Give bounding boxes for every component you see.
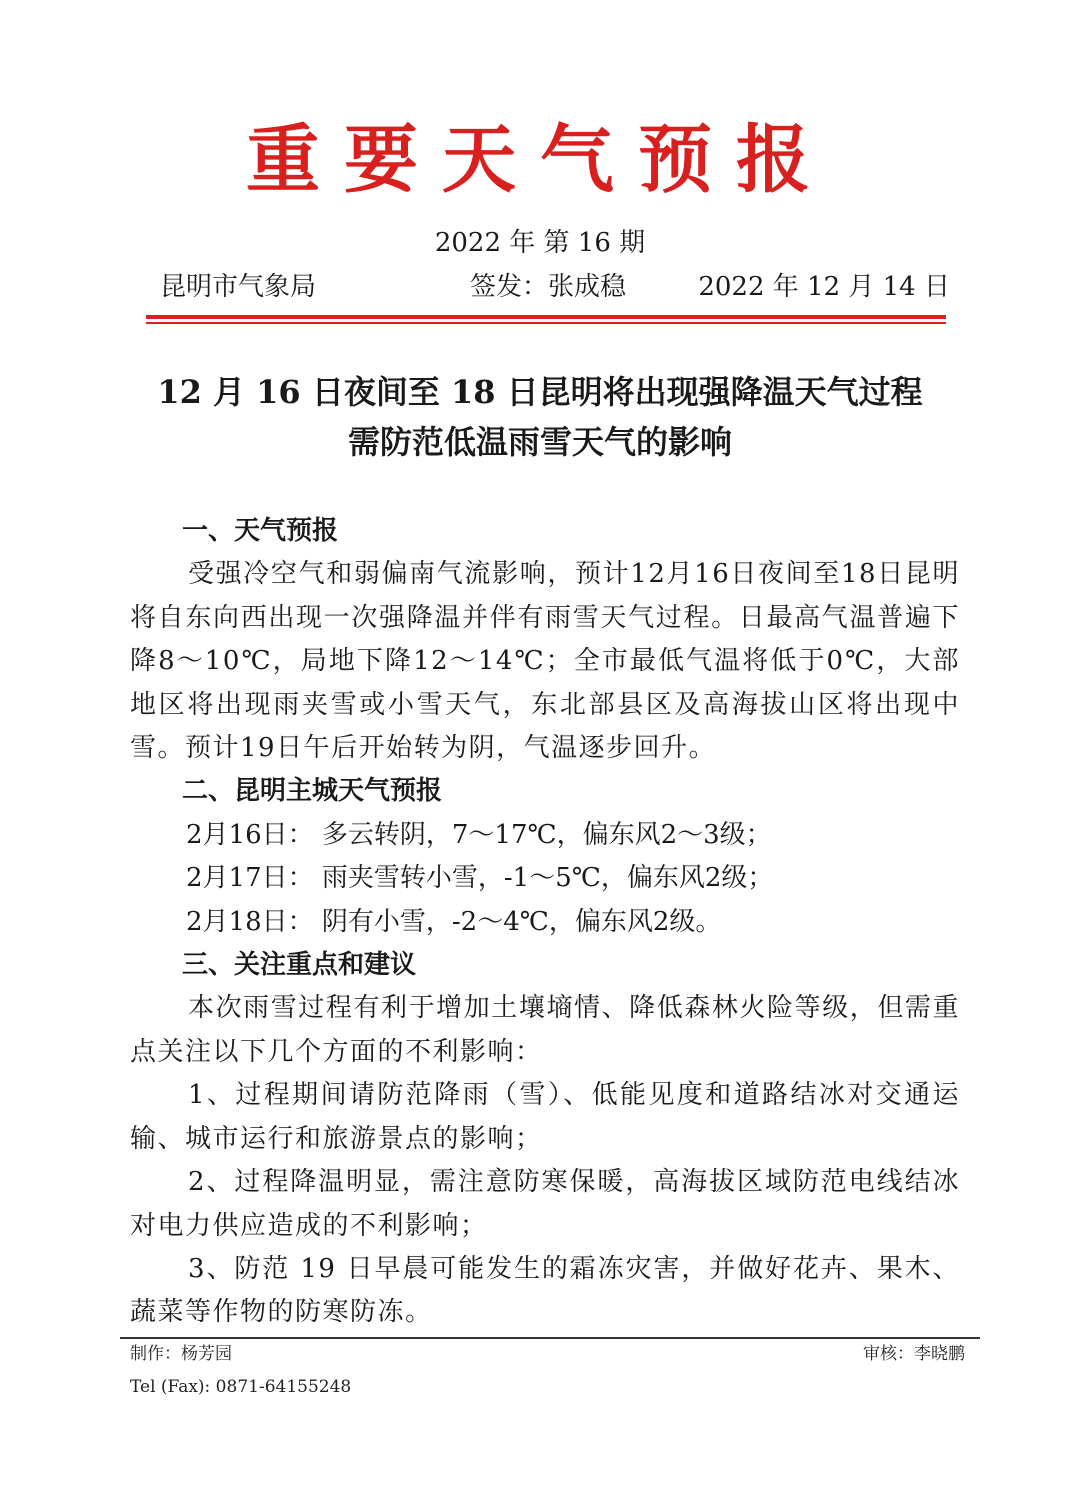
issue-number: 2022 年 第 16 期: [434, 228, 646, 258]
daily-forecast-item: 2月18日： 阴有小雪，-2～4℃，偏东风2级。: [186, 906, 722, 937]
section-title-forecast: 一、天气预报: [182, 516, 339, 546]
document-masthead-title: 重要天气预报: [246, 117, 834, 203]
signer: 签发：张成稳: [470, 272, 627, 302]
document-body: [130, 510, 960, 1335]
red-divider-thin-line: [146, 322, 946, 324]
advice-item: 3、防范 19 日早晨可能发生的霜冻灾害，并做好花卉、果木、蔬菜等作物的防寒防冻。: [130, 1253, 960, 1328]
daily-forecast-item: 2月17日： 雨夹雪转小雪，-1～5℃，偏东风2级；: [186, 863, 774, 894]
red-divider-thick-line: [146, 315, 946, 319]
advice-item: 2、过程降温明显，需注意防寒保暖，高海拔区域防范电线结冰对电力供应造成的不利影响；: [130, 1167, 960, 1241]
headline-line-1: 12 月 16 日夜间至 18 日昆明将出现强降温天气过程: [157, 373, 923, 411]
issuing-organization: 昆明市气象局: [160, 272, 317, 302]
footer-reviewer: 审核：李晓鹏: [863, 1344, 965, 1364]
footer-telephone: Tel (Fax): 0871-64155248: [130, 1377, 352, 1397]
footer-maker: 制作：杨芳园: [130, 1344, 232, 1364]
advice-intro-paragraph: 本次雨雪过程有利于增加土壤墒情、降低森林火险等级，但需重点关注以下几个方面的不利影响：: [130, 993, 960, 1067]
issue-date: 2022 年 12 月 14 日: [698, 272, 950, 302]
forecast-paragraph: 受强冷空气和弱偏南气流影响，预计12月16日夜间至18日昆明将自东向西出现一次强降温并伴有雨雪天气过程。日最高气温普遍下降8～10℃，局地下降12～14℃；全市最低气温将低于0℃，大部地区将出现雨夹雪或小雪天气，东北部县区及高海拔山区将出现中雪。预计19日午后开始转为阴，气温逐步回升。: [130, 559, 960, 764]
headline-line-2: 需防范低温雨雪天气的影响: [347, 423, 732, 461]
section-title-city-forecast: 二、昆明主城天气预报: [182, 776, 443, 807]
footer-divider: [120, 1337, 980, 1339]
daily-forecast-item: 2月16日： 多云转阴，7～17℃，偏东风2～3级；: [186, 819, 772, 850]
section-title-advice: 三、关注重点和建议: [182, 950, 417, 981]
red-header-divider: [146, 315, 946, 327]
advice-item: 1、过程期间请防范降雨（雪）、低能见度和道路结冰对交通运输、城市运行和旅游景点的影响；: [130, 1080, 960, 1154]
